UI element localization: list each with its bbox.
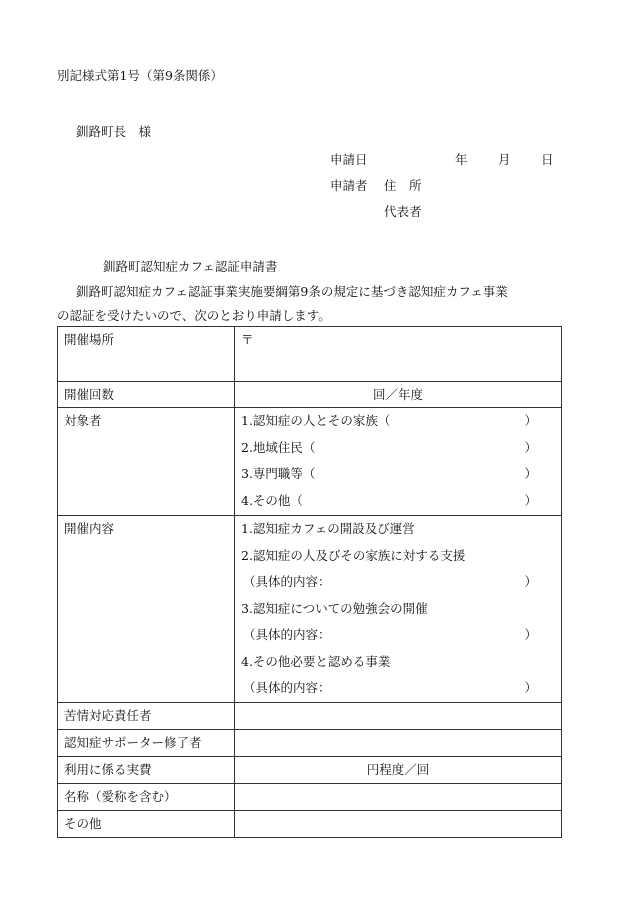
application-table bbox=[57, 326, 562, 838]
cost-row bbox=[58, 756, 562, 783]
postal-mark: 〒 bbox=[241, 332, 254, 347]
cost-field[interactable] bbox=[235, 756, 562, 783]
body-text-line2: の認証を受けたいので、次のとおり申請します。 bbox=[57, 308, 331, 323]
date-year: 年 bbox=[455, 152, 468, 167]
content-line: 1.認知症カフェの開設及び運営 bbox=[241, 521, 415, 536]
venue-field[interactable] bbox=[235, 327, 562, 382]
venue-label: 開催場所 bbox=[58, 327, 235, 382]
other-field[interactable] bbox=[235, 810, 562, 837]
complaint-officer-label: 苦情対応責任者 bbox=[58, 702, 235, 729]
applicant-label: 申請者 bbox=[330, 178, 368, 193]
content-line: 4.その他必要と認める事業 bbox=[241, 653, 391, 669]
addressee: 釧路町長 様 bbox=[76, 124, 152, 139]
other-row bbox=[58, 810, 562, 837]
document-title: 釧路町認知症カフェ認証申請書 bbox=[103, 259, 278, 274]
venue-row bbox=[58, 327, 562, 382]
cost-unit: 円程度／回 bbox=[366, 761, 430, 777]
target-item: 1.認知症の人とその家族（ ） bbox=[241, 413, 537, 428]
frequency-label: 開催回数 bbox=[58, 382, 235, 408]
content-label: 開催内容 bbox=[58, 516, 235, 703]
content-line: 2.認知症の人及びその家族に対する支援 bbox=[241, 547, 466, 563]
target-item: 4.その他（ ） bbox=[241, 492, 537, 508]
frequency-row bbox=[58, 382, 562, 408]
content-detail-line: （具体的内容： ） bbox=[243, 574, 537, 589]
target-item: 3.専門職等（ ） bbox=[241, 466, 537, 481]
target-field[interactable] bbox=[235, 408, 562, 516]
cost-label: 利用に係る実費 bbox=[58, 756, 235, 783]
name-field[interactable] bbox=[235, 783, 562, 810]
content-row bbox=[58, 516, 562, 703]
supporter-field[interactable] bbox=[235, 729, 562, 756]
name-row bbox=[58, 783, 562, 810]
target-label: 対象者 bbox=[58, 408, 235, 516]
date-day: 日 bbox=[541, 152, 554, 167]
supporter-row bbox=[58, 729, 562, 756]
content-detail-line: （具体的内容： ） bbox=[243, 627, 537, 642]
complaint-officer-field[interactable] bbox=[235, 702, 562, 729]
frequency-field[interactable] bbox=[235, 382, 562, 408]
body-text-line1: 釧路町認知症カフェ認証事業実施要綱第9条の規定に基づき認知症カフェ事業 bbox=[76, 284, 508, 299]
frequency-unit: 回／年度 bbox=[372, 387, 423, 402]
address-label: 住 所 bbox=[384, 178, 422, 193]
content-detail-line: （具体的内容： ） bbox=[243, 680, 537, 695]
target-item: 2.地域住民（ ） bbox=[241, 439, 537, 455]
other-label: その他 bbox=[58, 810, 235, 837]
name-label: 名称（愛称を含む） bbox=[58, 783, 235, 810]
content-field[interactable] bbox=[235, 516, 562, 703]
form-number: 別記様式第1号（第9条関係） bbox=[57, 68, 223, 83]
complaint-officer-row bbox=[58, 702, 562, 729]
content-line: 3.認知症についての勉強会の開催 bbox=[241, 600, 428, 616]
supporter-label: 認知症サポーター修了者 bbox=[58, 729, 235, 756]
date-month: 月 bbox=[498, 152, 511, 167]
target-row bbox=[58, 408, 562, 516]
representative-label: 代表者 bbox=[384, 204, 422, 219]
application-date-label: 申請日 bbox=[330, 152, 368, 167]
